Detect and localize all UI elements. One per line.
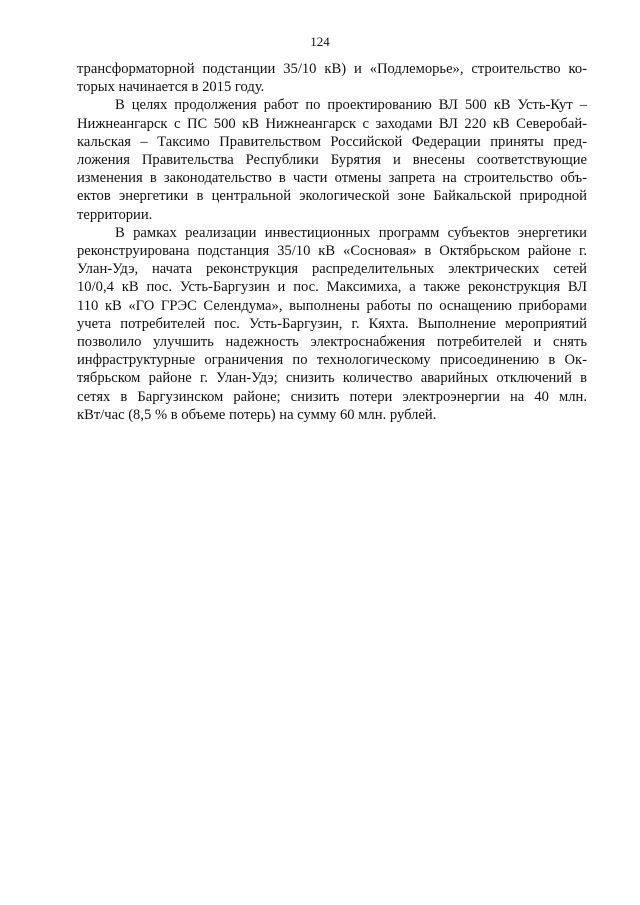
text-line: трансформаторной подстанции 35/10 кВ) и «Подлеморье», строительство ко- [77,61,587,77]
text-line: ложения Правительства Республики Бурятия и внесены соответствующие [77,152,587,169]
text-line: тябрьском районе г. Улан-Удэ; снизить количество аварийных отключений в [77,370,587,387]
text-line: В рамках реализации инвестиционных программ субъектов энергетики [115,224,587,241]
text-line: сетях в Баргузинском районе; снизить потери электроэнергии на 40 млн. [77,388,587,405]
text-line: 10/0,4 кВ пос. Усть-Баргузин и пос. Максимиха, а также реконструкция ВЛ [77,279,587,296]
text-line: торых начинается в 2015 году. [77,79,265,96]
text-line: ектов энергетики в центральной экологической зоне Байкальской природной [77,188,587,205]
text-line: кальская – Таксимо Правительством Российской Федерации приняты пред- [77,133,587,150]
paragraph [77,224,587,424]
text-line: инфраструктурные ограничения по технологическому присоединению в Ок- [77,352,587,369]
text-line: учета потребителей пос. Усть-Баргузин, г. Кяхта. Выполнение мероприятий [77,315,587,332]
page-number: 124 [310,34,330,49]
text-line: изменения в законодательство в части отмены запрета на строительство объ- [77,170,587,187]
paragraph [77,60,587,96]
paragraph [77,96,587,223]
text-line: территории. [77,206,153,223]
text-line: реконструирована подстанция 35/10 кВ «Сосновая» в Октябрьском районе г. [77,243,587,260]
text-line: Нижнеангарск с ПС 500 кВ Нижнеангарск с заходами ВЛ 220 кВ Северобай- [77,115,587,132]
document-body [77,60,587,424]
text-line: кВт/час (8,5 % в объеме потерь) на сумму 60 млн. рублей. [77,406,437,423]
text-line: В целях продолжения работ по проектированию ВЛ 500 кВ Усть-Кут – [115,97,587,114]
text-line: 110 кВ «ГО ГРЭС Селендума», выполнены работы по оснащению приборами [77,297,587,314]
text-line: позволило улучшить надежность электроснабжения потребителей и снять [77,334,587,351]
text-line: Улан-Удэ, начата реконструкция распределительных электрических сетей [77,261,587,278]
